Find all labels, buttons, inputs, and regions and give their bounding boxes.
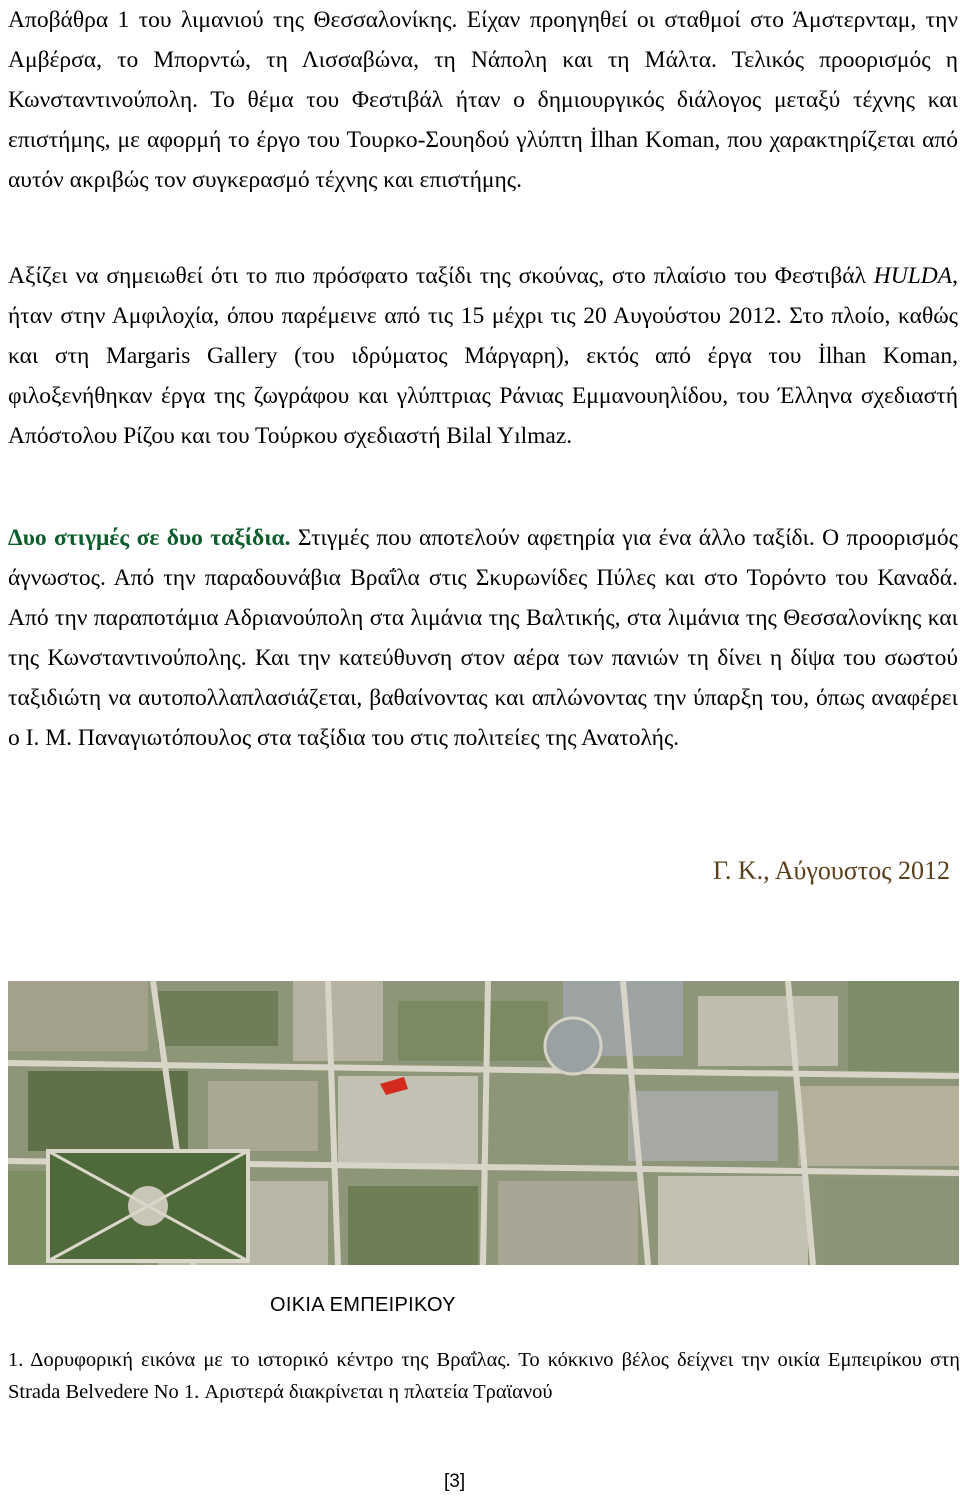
paragraph-two-moments [8, 518, 958, 758]
festival-name-italic: HULDA [873, 263, 953, 289]
paragraph-recent-voyage [8, 256, 958, 456]
paragraph-recent-voyage-end: , ήταν στην Αμφιλοχία, όπου παρέμεινε από τις 15 μέχρι τις 20 Αυγούστου 2012. Στο πλοίο, καθώς και στη Margaris Gallery (του ιδρύματος Μάργαρη), εκτός από έργα του İlhan Koman, φιλοξενήθηκαν έργα της ζωγράφου και γλύπτριας Ράνιας Εμμανουηλίδου, του Έλληνα σχεδιαστή Απόστολου Ρίζου και του Τούρκου σχεδιαστή Bilal Yılmaz. [8, 263, 958, 449]
dome-building [545, 1018, 601, 1074]
paragraph-recent-voyage-start: Αξίζει να σημειωθεί ότι το πιο πρόσφατο ταξίδι της σκούνας, στο πλαίσιο του Φεστιβάλ [8, 263, 874, 289]
paragraph-two-moments-body: Στιγμές που αποτελούν αφετηρία για ένα άλλο ταξίδι. Ο προορισμός άγνωστος. Από την παραδουνάβια Βραΐλα στις Σκυρωνίδες Πύλες και στο Τορόντο του Καναδά. Από την παραποτάμια Αδριανούπολη στα λιμάνια της Βαλτικής, στα λιμάνια της Θεσσαλονίκης και της Κωνσταντινούπολης. Και την κατεύθυνση στον αέρα των πανιών τη δίνει η δίψα του σωστού ταξιδιώτη να αυτοπολλαπλασιάζεται, βαθαίνοντας και απλώνοντας την ύπαρξη του, όπως αναφέρει ο Ι. Μ. Παναγιωτόπουλος στα ταξίδια του στις πολιτείες της Ανατολής. [8, 525, 958, 751]
footnote: 1. Δορυφορική εικόνα με το ιστορικό κέντρο της Βραΐλας. Το κόκκινο βέλος δείχνει την οικία Εμπειρίκου στη Strada Belvedere No 1. Αριστερά διακρίνεται η πλατεία Τραϊανού [8, 1349, 960, 1403]
photo-caption: ΟΙΚΙΑ ΕΜΠΕΙΡΙΚΟΥ [270, 1294, 456, 1316]
author-signature: Γ. Κ., Αύγουστος 2012 [712, 856, 950, 885]
section-heading: Δυο στιγμές σε δυο ταξίδια. [8, 525, 291, 551]
satellite-image [8, 981, 959, 1265]
page-number: [3] [444, 1471, 466, 1492]
paragraph-festival: Αποβάθρα 1 του λιμανιού της Θεσσαλονίκης. Είχαν προηγηθεί οι σταθμοί στο Άμστερνταμ, την Αμβέρσα, το Μπορντώ, τη Λισσαβώνα, τη Νάπολη και τη Μάλτα. Τελικός προορισμός η Κωνσταντινούπολη. Το θέμα του Φεστιβάλ ήταν ο δημιουργικός διάλογος μεταξύ τέχνης και επιστήμης, με αφορμή το έργο του Τουρκο-Σουηδού γλύπτη İlhan Koman, που χαρακτηρίζεται από αυτόν ακριβώς τον συγκερασμό τέχνης και επιστήμης. [8, 7, 958, 193]
square-park [48, 1151, 248, 1261]
